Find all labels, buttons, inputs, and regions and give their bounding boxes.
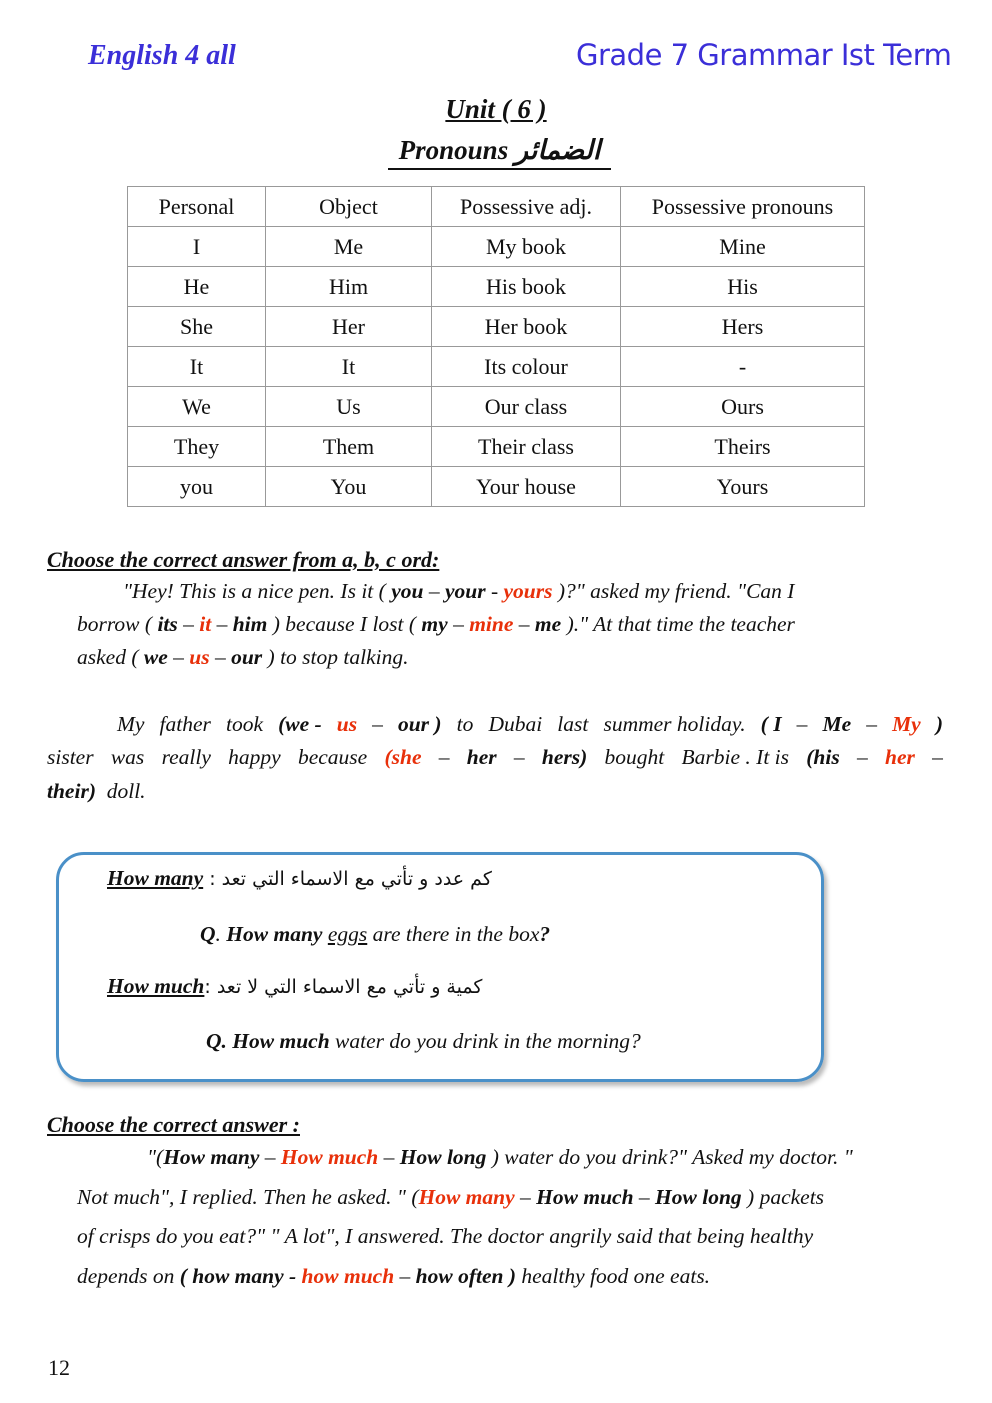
text-segment: How much [536, 1185, 634, 1209]
table-header-cell: Object [266, 187, 432, 227]
text-segment: depends on [77, 1264, 180, 1288]
text-segment: – [932, 745, 943, 769]
section1-title: Choose the correct answer from a, b, c ord: [47, 547, 440, 572]
text-segment: ) to stop talking. [262, 645, 409, 669]
answer-word: yours [503, 579, 553, 603]
how-many-rule [107, 866, 492, 891]
text-segment: – [513, 612, 535, 636]
pronouns-title: Pronouns الضمائر [388, 135, 611, 170]
page-number: 12 [48, 1355, 70, 1380]
text-segment: – [447, 612, 470, 636]
table-cell: Theirs [621, 427, 865, 467]
text-segment: sister [47, 745, 94, 769]
header-left: English 4 all [88, 40, 236, 71]
table-cell: Yours [621, 467, 865, 507]
text-segment: water do you drink in the morning? [329, 1029, 641, 1053]
text-segment: Q [200, 922, 216, 946]
text-segment: How many [163, 1145, 260, 1169]
text-segment: My [117, 712, 145, 736]
text-segment: Barbie . It is [681, 745, 790, 769]
text-segment: ) packets [741, 1185, 825, 1209]
paragraph-line [147, 1145, 853, 1170]
unit-title: Unit ( 6 ) [445, 94, 547, 124]
text-segment: me [534, 612, 562, 636]
answer-word: it [199, 612, 212, 636]
text-segment: healthy food one eats. [516, 1264, 711, 1288]
how-much-arabic: : كمية و تأتي مع الاسماء التي لا تعد [204, 976, 483, 998]
text-segment: "Hey! This is a nice pen. Is it ( [123, 579, 392, 603]
text-segment: How many [226, 922, 328, 946]
paragraph-line [47, 745, 943, 770]
text-segment: – [209, 645, 232, 669]
table-cell: His [621, 267, 865, 307]
answer-word: How many [418, 1185, 515, 1209]
table-row [128, 227, 865, 267]
table-cell: Him [266, 267, 432, 307]
text-segment: our ) [397, 712, 442, 736]
table-row [128, 467, 865, 507]
table-cell: Her book [432, 307, 621, 347]
answer-word: her [884, 745, 915, 769]
text-segment: father [159, 712, 211, 736]
text-segment: . [215, 922, 227, 946]
text-segment: borrow ( [77, 612, 158, 636]
text-segment: "( [147, 1145, 164, 1169]
text-segment: ) because I lost ( [267, 612, 422, 636]
text-segment: How much [232, 1029, 330, 1053]
answer-word: How much [280, 1145, 379, 1169]
text-segment: – [378, 1145, 400, 1169]
table-cell: Your house [432, 467, 621, 507]
table-cell: He [128, 267, 266, 307]
text-segment: my [421, 612, 448, 636]
text-segment: of crisps do you eat?" " A lot", I answered. The doctor angrily said that being healthy [77, 1224, 814, 1248]
text-segment: – [372, 712, 383, 736]
table-cell: Me [266, 227, 432, 267]
paragraph-line [77, 612, 795, 637]
text-segment: – [796, 712, 808, 736]
how-much-label: How much [107, 974, 205, 998]
text-segment: happy [228, 745, 281, 769]
text-segment: your [444, 579, 486, 603]
paragraph-line [123, 579, 794, 604]
text-segment: Me [822, 712, 852, 736]
table-cell: It [128, 347, 266, 387]
table-cell: You [266, 467, 432, 507]
paragraph-line [47, 779, 146, 804]
table-cell: Its colour [432, 347, 621, 387]
how-much-question [206, 1029, 641, 1054]
text-segment: hers) [541, 745, 588, 769]
text-segment: Not much", I replied. Then he asked. " ( [77, 1185, 419, 1209]
how-many-arabic: : كم عدد و تأتي مع الاسماء التي تعد [203, 868, 492, 890]
text-segment: How long [655, 1185, 742, 1209]
text-segment: was [110, 745, 145, 769]
table-cell: Their class [432, 427, 621, 467]
answer-word: us [189, 645, 210, 669]
how-much-rule [107, 974, 482, 999]
text-segment: )?" asked my friend. "Can I [552, 579, 795, 603]
table-cell: - [621, 347, 865, 387]
table-cell: Us [266, 387, 432, 427]
text-segment: – [394, 1264, 416, 1288]
answer-word: us [336, 712, 358, 736]
text-segment: how often ) [415, 1264, 516, 1288]
text-segment: – [177, 612, 200, 636]
text-segment: – [514, 1185, 537, 1209]
answer-word: how much [301, 1264, 395, 1288]
answer-word: (she [384, 745, 422, 769]
text-segment: took [225, 712, 263, 736]
paragraph-line [77, 645, 408, 670]
paragraph-line [77, 1264, 710, 1289]
text-segment: their) [47, 779, 96, 803]
text-segment: - [485, 579, 504, 603]
text-segment: eggs [327, 922, 368, 946]
table-header-row [128, 187, 865, 227]
pronouns-table [127, 186, 865, 507]
text-segment: – [633, 1185, 656, 1209]
text-segment: because [297, 745, 368, 769]
text-segment: (his [806, 745, 840, 769]
table-cell: We [128, 387, 266, 427]
text-segment: )." At that time the teacher [561, 612, 795, 636]
text-segment: summer holiday. [603, 712, 746, 736]
paragraph-line [117, 712, 943, 737]
how-many-question [200, 922, 550, 947]
text-segment: – [259, 1145, 281, 1169]
text-segment: – [513, 745, 525, 769]
text-segment: doll. [95, 779, 146, 803]
text-segment: really [161, 745, 211, 769]
table-row [128, 387, 865, 427]
how-many-label: How many [107, 866, 204, 890]
text-segment: you [391, 579, 424, 603]
text-segment: him [232, 612, 268, 636]
answer-word: mine [469, 612, 514, 636]
text-segment: – [856, 745, 868, 769]
table-row [128, 427, 865, 467]
text-segment: asked ( [77, 645, 144, 669]
text-segment: last [557, 712, 589, 736]
text-segment: Q. [206, 1029, 233, 1053]
text-segment: ? [539, 922, 551, 946]
paragraph-line [77, 1185, 824, 1210]
table-cell: She [128, 307, 266, 347]
section2-title: Choose the correct answer : [47, 1112, 300, 1137]
table-row [128, 267, 865, 307]
paragraph-line [77, 1224, 813, 1249]
text-segment: ( I [760, 712, 782, 736]
text-segment: – [423, 579, 445, 603]
text-segment: bought [604, 745, 665, 769]
table-header-cell: Possessive adj. [432, 187, 621, 227]
text-segment: we [143, 645, 168, 669]
table-row [128, 347, 865, 387]
text-segment: her [466, 745, 497, 769]
text-segment: Dubai [488, 712, 543, 736]
text-segment: its [157, 612, 178, 636]
table-cell: His book [432, 267, 621, 307]
table-cell: It [266, 347, 432, 387]
text-segment: ) [935, 712, 943, 736]
text-segment: – [866, 712, 877, 736]
table-cell: Them [266, 427, 432, 467]
text-segment: – [167, 645, 190, 669]
table-cell: Hers [621, 307, 865, 347]
table-cell: Mine [621, 227, 865, 267]
table-cell: Ours [621, 387, 865, 427]
text-segment: – [438, 745, 450, 769]
text-segment: are there in the box [367, 922, 540, 946]
text-segment: How long [399, 1145, 487, 1169]
table-row [128, 307, 865, 347]
text-segment: ( how many - [179, 1264, 302, 1288]
text-segment: our [231, 645, 263, 669]
answer-word: My [892, 712, 921, 736]
table-cell: They [128, 427, 266, 467]
table-header-cell: Possessive pronouns [621, 187, 865, 227]
text-segment: to [456, 712, 474, 736]
text-segment: (we - [278, 712, 322, 736]
table-cell: you [128, 467, 266, 507]
text-segment: ) water do you drink?" Asked my doctor. " [486, 1145, 853, 1169]
table-cell: I [128, 227, 266, 267]
table-cell: Her [266, 307, 432, 347]
text-segment: – [211, 612, 233, 636]
header-right: Grade 7 Grammar Ist Term [576, 38, 952, 72]
table-cell: My book [432, 227, 621, 267]
table-header-cell: Personal [128, 187, 266, 227]
table-cell: Our class [432, 387, 621, 427]
